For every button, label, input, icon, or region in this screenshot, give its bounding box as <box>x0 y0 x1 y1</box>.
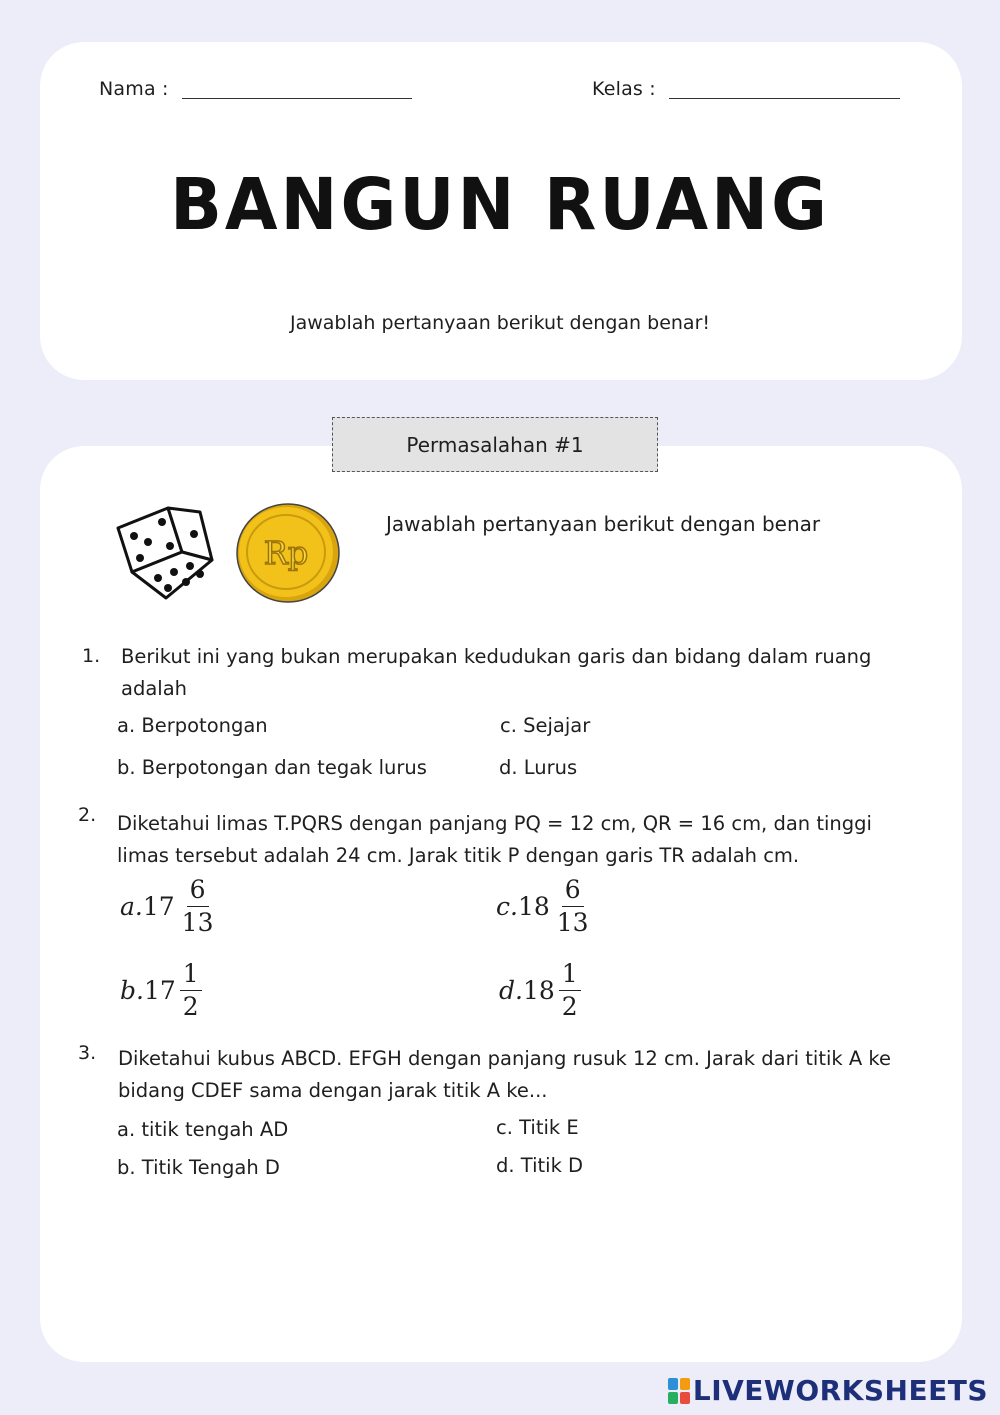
option-c-whole: 18 <box>517 891 550 921</box>
class-label: Kelas : <box>592 78 656 100</box>
question-1-option-a[interactable]: a. Berpotongan <box>117 714 268 737</box>
option-c-numerator: 6 <box>562 876 584 907</box>
question-3-option-a[interactable]: a. titik tengah AD <box>117 1118 289 1141</box>
question-2-option-c[interactable] <box>496 876 592 936</box>
class-input-line[interactable] <box>669 98 900 99</box>
question-1-line-2: adalah <box>121 677 188 700</box>
question-3-line-2: bidang CDEF sama dengan jarak titik A ke... <box>118 1079 548 1102</box>
question-2-option-a[interactable] <box>120 876 216 936</box>
question-1-line-1: Berikut ini yang bukan merupakan kedudukan garis dan bidang dalam ruang <box>121 645 872 668</box>
question-2-option-b[interactable] <box>120 960 202 1020</box>
question-3-option-c[interactable]: c. Titik E <box>496 1116 579 1139</box>
section-tag <box>332 417 658 472</box>
option-c-fraction <box>554 876 592 936</box>
dice-icon <box>112 500 216 604</box>
option-b-numerator: 1 <box>180 960 202 991</box>
option-c-letter: c. <box>496 891 518 921</box>
option-a-letter: a. <box>120 891 143 921</box>
question-1-number: 1. <box>82 645 101 667</box>
option-d-whole: 18 <box>522 975 555 1005</box>
liveworksheets-logo[interactable] <box>668 1374 988 1407</box>
option-a-fraction <box>179 876 217 936</box>
question-1-option-c[interactable]: c. Sejajar <box>500 714 591 737</box>
question-3-number: 3. <box>78 1042 97 1064</box>
question-3-text <box>118 1043 891 1107</box>
option-b-whole: 17 <box>143 975 176 1005</box>
option-a-whole: 17 <box>142 891 175 921</box>
section-tag-label: Permasalahan #1 <box>406 432 584 457</box>
name-input-line[interactable] <box>182 98 412 99</box>
option-d-numerator: 1 <box>559 960 581 991</box>
question-3-option-d[interactable]: d. Titik D <box>496 1154 584 1177</box>
question-3-option-b[interactable]: b. Titik Tengah D <box>117 1156 280 1179</box>
question-3-line-1: Diketahui kubus ABCD. EFGH dengan panjang rusuk 12 cm. Jarak dari titik A ke <box>118 1047 892 1070</box>
instruction-text: Jawablah pertanyaan berikut dengan benar <box>386 512 821 536</box>
option-d-denominator: 2 <box>561 991 578 1021</box>
question-1-option-d[interactable]: d. Lurus <box>499 756 578 779</box>
question-2-text <box>117 808 872 872</box>
option-a-denominator: 13 <box>181 907 214 937</box>
name-label: Nama : <box>99 78 169 100</box>
option-d-letter: d. <box>499 975 523 1005</box>
liveworksheets-badge-icon <box>668 1378 690 1404</box>
option-a-numerator: 6 <box>187 876 209 907</box>
question-2-line-1: Diketahui limas T.PQRS dengan panjang PQ = 12 cm, QR = 16 cm, dan tinggi <box>117 812 872 835</box>
option-c-denominator: 13 <box>556 907 589 937</box>
option-d-fraction <box>559 960 581 1020</box>
coin-icon <box>233 502 341 604</box>
question-1-text <box>121 641 871 705</box>
question-1-option-b[interactable]: b. Berpotongan dan tegak lurus <box>117 756 427 779</box>
question-2-number: 2. <box>78 804 97 826</box>
page-subtitle: Jawablah pertanyaan berikut dengan benar! <box>289 312 711 334</box>
coin-text: Rp <box>263 534 309 572</box>
question-2-option-d[interactable] <box>499 960 581 1020</box>
option-b-letter: b. <box>120 975 144 1005</box>
page-title: BANGUN RUANG <box>170 164 830 247</box>
liveworksheets-wordmark: LIVEWORKSHEETS <box>692 1374 988 1407</box>
option-b-fraction <box>180 960 202 1020</box>
question-2-line-2: limas tersebut adalah 24 cm. Jarak titik P dengan garis TR adalah cm. <box>117 844 800 867</box>
option-b-denominator: 2 <box>182 991 199 1021</box>
